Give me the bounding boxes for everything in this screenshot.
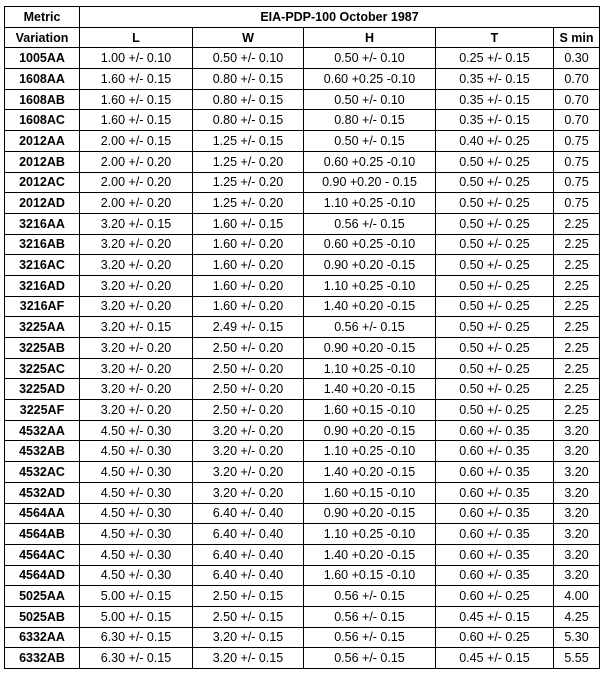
w-cell: 2.49 +/- 0.15 — [193, 317, 304, 338]
variation-cell: 3225AB — [5, 338, 80, 359]
w-cell: 6.40 +/- 0.40 — [193, 524, 304, 545]
t-cell: 0.60 +/- 0.35 — [436, 420, 554, 441]
t-cell: 0.60 +/- 0.35 — [436, 544, 554, 565]
w-cell: 2.50 +/- 0.15 — [193, 606, 304, 627]
h-cell: 1.40 +0.20 -0.15 — [304, 296, 436, 317]
s-min-cell: 2.25 — [554, 317, 600, 338]
h-cell: 1.40 +0.20 -0.15 — [304, 379, 436, 400]
table-row — [5, 379, 600, 400]
w-cell: 1.60 +/- 0.15 — [193, 213, 304, 234]
l-cell: 2.00 +/- 0.15 — [80, 131, 193, 152]
variation-cell: 4564AC — [5, 544, 80, 565]
h-cell: 0.50 +/- 0.10 — [304, 89, 436, 110]
column-header-t: T — [436, 27, 554, 48]
variation-cell: 3225AF — [5, 400, 80, 421]
t-cell: 0.60 +/- 0.35 — [436, 524, 554, 545]
s-min-cell: 2.25 — [554, 358, 600, 379]
w-cell: 2.50 +/- 0.15 — [193, 586, 304, 607]
table-body — [5, 48, 600, 669]
l-cell: 4.50 +/- 0.30 — [80, 441, 193, 462]
variation-cell: 3225AC — [5, 358, 80, 379]
variation-cell: 3225AA — [5, 317, 80, 338]
h-cell: 0.80 +/- 0.15 — [304, 110, 436, 131]
table-row — [5, 482, 600, 503]
w-cell: 1.60 +/- 0.20 — [193, 296, 304, 317]
s-min-cell: 2.25 — [554, 275, 600, 296]
s-min-cell: 3.20 — [554, 503, 600, 524]
l-cell: 3.20 +/- 0.20 — [80, 400, 193, 421]
t-cell: 0.50 +/- 0.25 — [436, 193, 554, 214]
s-min-cell: 0.70 — [554, 110, 600, 131]
t-cell: 0.50 +/- 0.25 — [436, 213, 554, 234]
h-cell: 0.90 +0.20 -0.15 — [304, 255, 436, 276]
t-cell: 0.50 +/- 0.25 — [436, 275, 554, 296]
s-min-cell: 0.75 — [554, 151, 600, 172]
s-min-cell: 3.20 — [554, 544, 600, 565]
t-cell: 0.60 +/- 0.25 — [436, 627, 554, 648]
h-cell: 1.40 +0.20 -0.15 — [304, 462, 436, 483]
l-cell: 2.00 +/- 0.20 — [80, 172, 193, 193]
t-cell: 0.60 +/- 0.35 — [436, 462, 554, 483]
h-cell: 0.50 +/- 0.15 — [304, 131, 436, 152]
l-cell: 5.00 +/- 0.15 — [80, 586, 193, 607]
table-row — [5, 441, 600, 462]
t-cell: 0.35 +/- 0.15 — [436, 89, 554, 110]
w-cell: 2.50 +/- 0.20 — [193, 379, 304, 400]
table-row — [5, 131, 600, 152]
l-cell: 3.20 +/- 0.20 — [80, 275, 193, 296]
s-min-cell: 2.25 — [554, 379, 600, 400]
table-row — [5, 48, 600, 69]
header-row-columns — [5, 27, 600, 48]
s-min-cell: 0.70 — [554, 89, 600, 110]
s-min-cell: 5.55 — [554, 648, 600, 669]
h-cell: 0.56 +/- 0.15 — [304, 648, 436, 669]
s-min-cell: 0.75 — [554, 193, 600, 214]
table-row — [5, 544, 600, 565]
s-min-cell: 3.20 — [554, 565, 600, 586]
variation-cell: 2012AC — [5, 172, 80, 193]
l-cell: 3.20 +/- 0.20 — [80, 338, 193, 359]
t-cell: 0.60 +/- 0.35 — [436, 482, 554, 503]
column-header-l: L — [80, 27, 193, 48]
t-cell: 0.50 +/- 0.25 — [436, 338, 554, 359]
table-row — [5, 110, 600, 131]
header-row-standard — [5, 7, 600, 28]
l-cell: 3.20 +/- 0.20 — [80, 255, 193, 276]
s-min-cell: 0.30 — [554, 48, 600, 69]
l-cell: 4.50 +/- 0.30 — [80, 420, 193, 441]
t-cell: 0.45 +/- 0.15 — [436, 606, 554, 627]
table-row — [5, 275, 600, 296]
t-cell: 0.50 +/- 0.25 — [436, 255, 554, 276]
variation-cell: 1608AC — [5, 110, 80, 131]
w-cell: 3.20 +/- 0.15 — [193, 627, 304, 648]
table-row — [5, 213, 600, 234]
h-cell: 0.56 +/- 0.15 — [304, 586, 436, 607]
w-cell: 0.80 +/- 0.15 — [193, 110, 304, 131]
w-cell: 6.40 +/- 0.40 — [193, 503, 304, 524]
w-cell: 1.60 +/- 0.20 — [193, 255, 304, 276]
variation-cell: 2012AB — [5, 151, 80, 172]
table-row — [5, 338, 600, 359]
variation-cell: 6332AA — [5, 627, 80, 648]
w-cell: 2.50 +/- 0.20 — [193, 358, 304, 379]
l-cell: 4.50 +/- 0.30 — [80, 524, 193, 545]
variation-cell: 4532AC — [5, 462, 80, 483]
variation-cell: 4532AA — [5, 420, 80, 441]
t-cell: 0.25 +/- 0.15 — [436, 48, 554, 69]
table-row — [5, 462, 600, 483]
table-row — [5, 524, 600, 545]
s-min-cell: 2.25 — [554, 296, 600, 317]
variation-cell: 3216AB — [5, 234, 80, 255]
table-row — [5, 606, 600, 627]
variation-cell: 5025AB — [5, 606, 80, 627]
w-cell: 0.50 +/- 0.10 — [193, 48, 304, 69]
table-row — [5, 296, 600, 317]
table-row — [5, 503, 600, 524]
w-cell: 1.25 +/- 0.20 — [193, 193, 304, 214]
column-header-s-min: S min — [554, 27, 600, 48]
variation-cell: 4564AD — [5, 565, 80, 586]
l-cell: 3.20 +/- 0.20 — [80, 296, 193, 317]
l-cell: 4.50 +/- 0.30 — [80, 565, 193, 586]
variation-cell: 3216AC — [5, 255, 80, 276]
w-cell: 3.20 +/- 0.20 — [193, 420, 304, 441]
variation-cell: 1608AB — [5, 89, 80, 110]
variation-cell: 3216AF — [5, 296, 80, 317]
s-min-cell: 3.20 — [554, 524, 600, 545]
l-cell: 3.20 +/- 0.20 — [80, 358, 193, 379]
variation-cell: 3225AD — [5, 379, 80, 400]
l-cell: 2.00 +/- 0.20 — [80, 151, 193, 172]
h-cell: 1.60 +0.15 -0.10 — [304, 482, 436, 503]
s-min-cell: 5.30 — [554, 627, 600, 648]
table-row — [5, 69, 600, 90]
w-cell: 3.20 +/- 0.15 — [193, 648, 304, 669]
t-cell: 0.60 +/- 0.35 — [436, 565, 554, 586]
w-cell: 1.60 +/- 0.20 — [193, 275, 304, 296]
table-row — [5, 234, 600, 255]
t-cell: 0.50 +/- 0.25 — [436, 234, 554, 255]
variation-cell: 1005AA — [5, 48, 80, 69]
s-min-cell: 0.70 — [554, 69, 600, 90]
variation-cell: 4532AB — [5, 441, 80, 462]
h-cell: 0.90 +0.20 - 0.15 — [304, 172, 436, 193]
table-row — [5, 420, 600, 441]
h-cell: 0.56 +/- 0.15 — [304, 627, 436, 648]
s-min-cell: 4.00 — [554, 586, 600, 607]
h-cell: 0.90 +0.20 -0.15 — [304, 503, 436, 524]
corner-metric-label: Metric — [5, 7, 80, 28]
h-cell: 0.56 +/- 0.15 — [304, 213, 436, 234]
w-cell: 0.80 +/- 0.15 — [193, 69, 304, 90]
s-min-cell: 0.75 — [554, 172, 600, 193]
variation-cell: 2012AD — [5, 193, 80, 214]
w-cell: 3.20 +/- 0.20 — [193, 482, 304, 503]
column-header-h: H — [304, 27, 436, 48]
w-cell: 1.60 +/- 0.20 — [193, 234, 304, 255]
s-min-cell: 3.20 — [554, 462, 600, 483]
l-cell: 3.20 +/- 0.20 — [80, 234, 193, 255]
table-row — [5, 400, 600, 421]
variation-cell: 3216AD — [5, 275, 80, 296]
table-row — [5, 627, 600, 648]
h-cell: 0.60 +0.25 -0.10 — [304, 69, 436, 90]
table-row — [5, 193, 600, 214]
s-min-cell: 0.75 — [554, 131, 600, 152]
h-cell: 0.60 +0.25 -0.10 — [304, 234, 436, 255]
table-row — [5, 648, 600, 669]
l-cell: 3.20 +/- 0.15 — [80, 317, 193, 338]
variation-cell: 1608AA — [5, 69, 80, 90]
corner-variation-label: Variation — [5, 27, 80, 48]
l-cell: 4.50 +/- 0.30 — [80, 462, 193, 483]
h-cell: 1.10 +0.25 -0.10 — [304, 275, 436, 296]
h-cell: 1.40 +0.20 -0.15 — [304, 544, 436, 565]
w-cell: 1.25 +/- 0.20 — [193, 151, 304, 172]
s-min-cell: 2.25 — [554, 213, 600, 234]
s-min-cell: 2.25 — [554, 400, 600, 421]
l-cell: 5.00 +/- 0.15 — [80, 606, 193, 627]
table-row — [5, 317, 600, 338]
t-cell: 0.35 +/- 0.15 — [436, 69, 554, 90]
s-min-cell: 2.25 — [554, 234, 600, 255]
table-row — [5, 255, 600, 276]
w-cell: 2.50 +/- 0.20 — [193, 338, 304, 359]
h-cell: 0.50 +/- 0.10 — [304, 48, 436, 69]
h-cell: 1.10 +0.25 -0.10 — [304, 524, 436, 545]
variation-cell: 3216AA — [5, 213, 80, 234]
h-cell: 0.56 +/- 0.15 — [304, 606, 436, 627]
s-min-cell: 2.25 — [554, 338, 600, 359]
w-cell: 1.25 +/- 0.20 — [193, 172, 304, 193]
variation-cell: 4564AB — [5, 524, 80, 545]
t-cell: 0.45 +/- 0.15 — [436, 648, 554, 669]
w-cell: 3.20 +/- 0.20 — [193, 462, 304, 483]
s-min-cell: 2.25 — [554, 255, 600, 276]
s-min-cell: 4.25 — [554, 606, 600, 627]
variation-cell: 6332AB — [5, 648, 80, 669]
l-cell: 1.00 +/- 0.10 — [80, 48, 193, 69]
l-cell: 4.50 +/- 0.30 — [80, 503, 193, 524]
t-cell: 0.60 +/- 0.35 — [436, 441, 554, 462]
l-cell: 1.60 +/- 0.15 — [80, 69, 193, 90]
l-cell: 6.30 +/- 0.15 — [80, 627, 193, 648]
standard-title: EIA-PDP-100 October 1987 — [80, 7, 600, 28]
l-cell: 1.60 +/- 0.15 — [80, 89, 193, 110]
l-cell: 1.60 +/- 0.15 — [80, 110, 193, 131]
t-cell: 0.50 +/- 0.25 — [436, 358, 554, 379]
t-cell: 0.50 +/- 0.25 — [436, 172, 554, 193]
h-cell: 1.10 +0.25 -0.10 — [304, 193, 436, 214]
h-cell: 1.10 +0.25 -0.10 — [304, 441, 436, 462]
column-header-w: W — [193, 27, 304, 48]
t-cell: 0.50 +/- 0.25 — [436, 151, 554, 172]
t-cell: 0.40 +/- 0.25 — [436, 131, 554, 152]
variation-cell: 4532AD — [5, 482, 80, 503]
w-cell: 6.40 +/- 0.40 — [193, 565, 304, 586]
h-cell: 0.60 +0.25 -0.10 — [304, 151, 436, 172]
l-cell: 3.20 +/- 0.15 — [80, 213, 193, 234]
t-cell: 0.50 +/- 0.25 — [436, 296, 554, 317]
t-cell: 0.50 +/- 0.25 — [436, 400, 554, 421]
w-cell: 0.80 +/- 0.15 — [193, 89, 304, 110]
variation-cell: 5025AA — [5, 586, 80, 607]
w-cell: 6.40 +/- 0.40 — [193, 544, 304, 565]
table-row — [5, 89, 600, 110]
s-min-cell: 3.20 — [554, 420, 600, 441]
table-row — [5, 586, 600, 607]
l-cell: 4.50 +/- 0.30 — [80, 482, 193, 503]
t-cell: 0.35 +/- 0.15 — [436, 110, 554, 131]
l-cell: 2.00 +/- 0.20 — [80, 193, 193, 214]
l-cell: 6.30 +/- 0.15 — [80, 648, 193, 669]
l-cell: 3.20 +/- 0.20 — [80, 379, 193, 400]
h-cell: 0.90 +0.20 -0.15 — [304, 420, 436, 441]
t-cell: 0.60 +/- 0.25 — [436, 586, 554, 607]
t-cell: 0.50 +/- 0.25 — [436, 317, 554, 338]
w-cell: 3.20 +/- 0.20 — [193, 441, 304, 462]
h-cell: 1.60 +0.15 -0.10 — [304, 400, 436, 421]
w-cell: 1.25 +/- 0.15 — [193, 131, 304, 152]
w-cell: 2.50 +/- 0.20 — [193, 400, 304, 421]
t-cell: 0.60 +/- 0.35 — [436, 503, 554, 524]
s-min-cell: 3.20 — [554, 441, 600, 462]
table-row — [5, 358, 600, 379]
table-row — [5, 172, 600, 193]
h-cell: 1.60 +0.15 -0.10 — [304, 565, 436, 586]
h-cell: 1.10 +0.25 -0.10 — [304, 358, 436, 379]
variation-cell: 2012AA — [5, 131, 80, 152]
l-cell: 4.50 +/- 0.30 — [80, 544, 193, 565]
table-row — [5, 151, 600, 172]
dimensions-table — [4, 6, 600, 669]
s-min-cell: 3.20 — [554, 482, 600, 503]
table-row — [5, 565, 600, 586]
h-cell: 0.90 +0.20 -0.15 — [304, 338, 436, 359]
t-cell: 0.50 +/- 0.25 — [436, 379, 554, 400]
variation-cell: 4564AA — [5, 503, 80, 524]
h-cell: 0.56 +/- 0.15 — [304, 317, 436, 338]
